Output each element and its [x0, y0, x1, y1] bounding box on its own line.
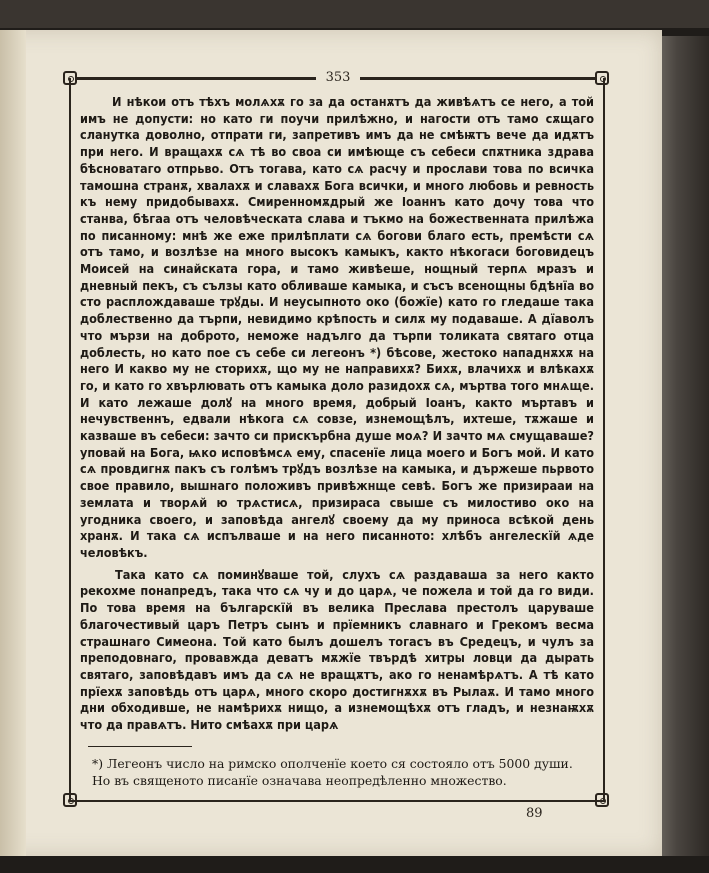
footnote-rule: [88, 746, 192, 747]
page-stack-edge: [655, 36, 709, 856]
page-gutter: [0, 30, 26, 856]
paragraph: И нѣкои отъ тѣхъ молѧхѫ го за да останѫтъ да живѣѧтъ се него, а той имъ не допусти: но като ги поучи прилѣжно, и нагости отъ тамо сѫщаго сланутка доволно, отпрати ги, запретивъ имъ да не смѣѭтъ вече да идѫтъ при него. И вращахѫ сѧ тѣ во своа си имѣюще съ себеси спѫтника здрава бѣсноватаго отпрьво. Отъ тогава, като сѧ расчу и прослави това по всичка тамошна странѫ, хвалахѫ и славахѫ Бога всички, и много любовь и ревность къ нему придобывахѫ. Смиренномѫдрый же Іоаннъ като дочу това что станва, бѣгаа отъ человѣческата слава и тъкмо на божественната прилѣжа по писанному: мнѣ же еже прилѣплати сѧ богови благо есть, премѣсти сѧ отъ тамо, и возлѣзе на многo высокъ камыкъ, както нѣкогаси боговидецъ Моисей на синайската гора, и тамо живѣеше, нощный терпѧ мразъ и дневный пекъ, съ сълзы като обливаше камыка, и съсъ всенощны бдѣнїа во сто расплождаваше трꙋды. И неусыпното око (божїе) като го гледаше така доблественно да търпи, невидимо крѣпость и силѫ му подаваше. А дїаволъ что мързи на доброто, неможе надълго да търпи толиката святаго отца доблесть, но като пое съ себе си легеонъ *) бѣсове, жестоко нападнѫхѫ на него И какво му не сторихѫ, що му не направихѫ? Бихѫ, влачихѫ и влѣкахѫ го, и като го хвърлювать отъ камыка доло разидохѫ сѧ, мъртва того мнѧще. И като лежаше долꙋ на много время, добрый Іоанъ, както мъртавъ и нечувственнъ, едвали нѣкога сѧ совзе, изнемощѣлъ, ихтеше, тѫжаше и казваше въ себеси: зачто си прискърбна душе моѧ? И зачто мѧ смущаваше? уповай на Бога, ѩко исповѣмсѧ ему, спасенїе лица моего и Богъ мой. И като сѧ провдигнѫ пакъ съ голѣмъ трꙋдъ возлѣзе на камыка, и държеше пьрвото свое правило, вышнаго положивъ привѣжнще севѣ. Богъ же призирааи на землата и творѧй ю трѧстисѧ, призираса свыше съ милостиво око на угодника своего, и заповѣда ангелꙋ своему да му приноса всѣкой день хранѫ. И така сѧ испълваше и на него писанното: хлѣбъ ангелескїй ѧде человѣкъ.: [80, 94, 594, 560]
footnote: [92, 755, 592, 789]
main-text: [80, 94, 594, 734]
page-number-bottom: 89: [526, 806, 543, 821]
page-number-top: 353: [316, 70, 360, 85]
footnote-mark: *): [92, 756, 104, 771]
footnote-text: Легеонъ число на римско ополченїе което ся состояло отъ 5000 души. Но въ священото писанїе означава неопредѣленно множество.: [92, 756, 573, 788]
paragraph: Така като сѧ поминꙋваше той, слухъ сѧ раздаваша за него както рекохме понапредъ, така что сѧ чу и до царѧ, че пожела и той да го види. По това время на българскїй въ велика Преслава престолъ царуваше благочестивый царъ Петръ сынъ и прїемникъ славнаго и Грекомъ весма страшнаго Симеона. Той като былъ дошелъ тогасъ въ Средецъ, и чулъ за преподовнаго, провавжда деватъ мѫжїе твърдѣ хитры ловци да дырать святаго, заповѣдавъ имъ да сѧ не вращѫтъ, ако го ненамѣрѧтъ. А тѣ като прїехѫ заповѣдь отъ царѧ, много скоро достигнѫхѫ въ Рылаѫ. И тамо много дни обходивше, не намѣрихѫ нищо, а изнемощѣхѫ отъ гладъ, и незнаѭхѫ что да правѧтъ. Нито смѣахѫ при царѧ: [80, 566, 594, 733]
